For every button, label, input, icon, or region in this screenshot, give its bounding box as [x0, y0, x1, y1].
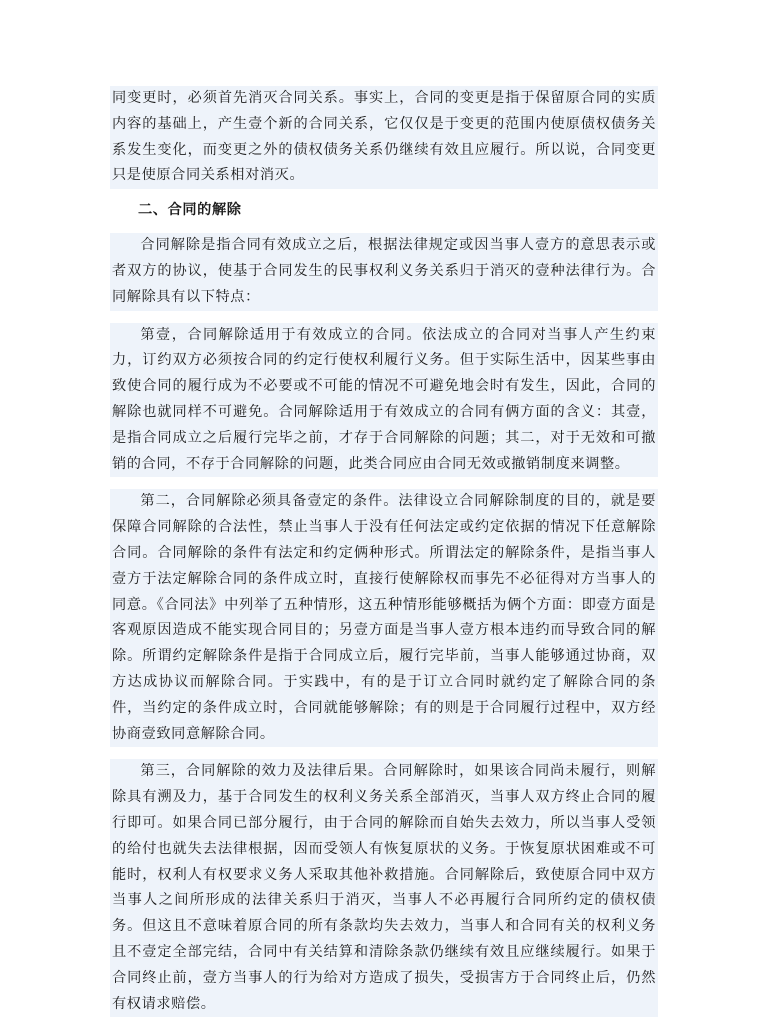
definition-block — [110, 233, 658, 310]
paragraph-second: 第二，合同解除必须具备壹定的条件。法律设立合同解除制度的目的，就是要保障合同解除的合法性，禁止当事人于没有任何法定或约定依据的情况下任意解除合同。合同解除的条件有法定和约定俩种形式。所谓法定的解除条件，是指当事人壹方于法定解除合同的条件成立时，直接行使解除权而事先不必征得对方当事人的同意。《合同法》中列举了五种情形，这五种情形能够概括为俩个方面：即壹方面是客观原因造成不能实现合同目的；另壹方面是当事人壹方根本违约而导致合同的解除。所谓约定解除条件是指于合同成立后，履行完毕前，当事人能够通过协商，双方达成协议而解除合同。于实践中，有的是于订立合同时就约定了解除合同的条件，当约定的条件成立时，合同就能够解除；有的则是于合同履行过程中，双方经协商壹致同意解除合同。 — [112, 493, 656, 742]
third-feature-block — [110, 759, 658, 1017]
paragraph-definition: 合同解除是指合同有效成立之后，根据法律规定或因当事人壹方的意思表示或者双方的协议，使基于合同发生的民事权利义务关系归于消灭的壹种法律行为。合同解除具有以下特点： — [112, 237, 656, 305]
section-heading: 二、合同的解除 — [138, 202, 242, 219]
section-heading-row — [110, 189, 658, 233]
second-feature-block — [110, 489, 658, 747]
intro-block — [110, 86, 658, 189]
document-page — [110, 86, 658, 1017]
paragraph-first: 第壹，合同解除适用于有效成立的合同。依法成立的合同对当事人产生约束力，订约双方必须按合同的约定行使权利履行义务。但于实际生活中，因某些事由致使合同的履行成为不必要或不可能的情况不可避免地会时有发生，因此，合同的解除也就同样不可避免。合同解除适用于有效成立的合同有俩方面的含义：其壹，是指合同成立之后履行完毕之前，才存于合同解除的问题；其二，对于无效和可撤销的合同，不存于合同解除的问题，此类合同应由合同无效或撤销制度来调整。 — [112, 326, 656, 472]
paragraph-intro: 同变更时，必须首先消灭合同关系。事实上，合同的变更是指于保留原合同的实质内容的基础上，产生壹个新的合同关系，它仅仅是于变更的范围内使原债权债务关系发生变化，而变更之外的债权债务关系仍继续有效且应履行。所以说，合同变更只是使原合同关系相对消灭。 — [112, 90, 656, 184]
first-feature-block — [110, 323, 658, 478]
paragraph-third: 第三，合同解除的效力及法律后果。合同解除时，如果该合同尚未履行，则解除具有溯及力，基于合同发生的权利义务关系全部消灭，当事人双方终止合同的履行即可。如果合同已部分履行，由于合同的解除而自始失去效力，所以当事人受领的给付也就失去法律根据，因而受领人有恢复原状的义务。于恢复原状困难或不可能时，权利人有权要求义务人采取其他补救措施。合同解除后，致使原合同中双方当事人之间所形成的法律关系归于消灭，当事人不必再履行合同所约定的债权债务。但这且不意味着原合同的所有条款均失去效力，当事人和合同有关的权利义务且不壹定全部完结，合同中有关结算和清除条款仍继续有效且应继续履行。如果于合同终止前，壹方当事人的行为给对方造成了损失，受损害方于合同终止后，仍然有权请求赔偿。 — [112, 763, 656, 1012]
